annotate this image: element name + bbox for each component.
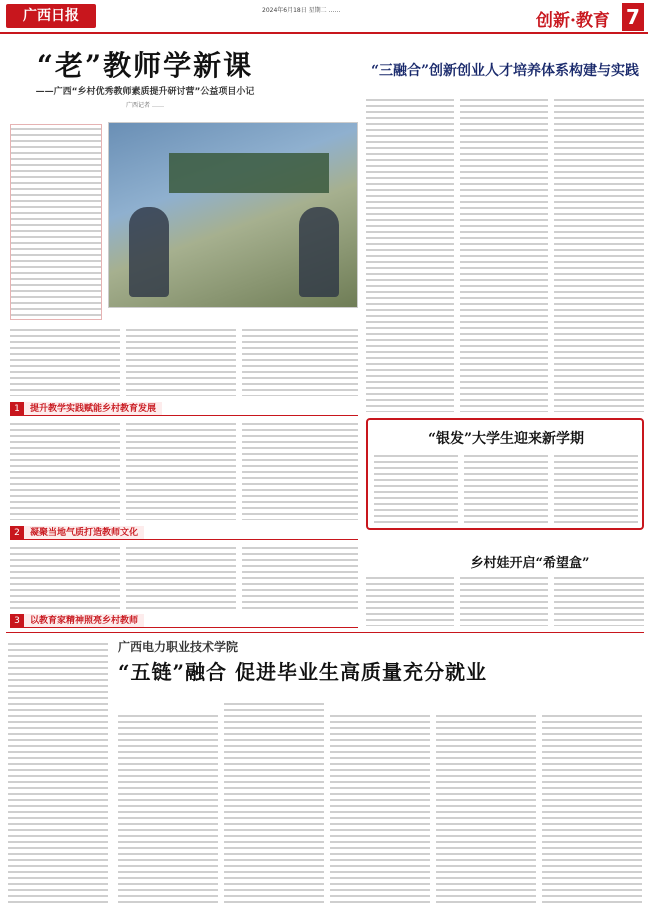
village-headline: 乡村娃开启“希望盒” [470, 556, 590, 571]
main-headline: “老”教师学新课 [36, 49, 254, 82]
body-column [464, 452, 548, 524]
body-column [460, 574, 548, 626]
masthead-meta: 2024年6月18日 星期二 …… [262, 7, 341, 14]
person-shape [299, 207, 339, 297]
body-column [554, 452, 638, 524]
page-number: 7 [622, 3, 644, 31]
body-column [126, 544, 236, 610]
section-number: 1 [10, 402, 24, 416]
body-column [10, 420, 120, 520]
body-column [10, 544, 120, 610]
body-column [118, 712, 218, 906]
body-column [242, 544, 358, 610]
intro-box [10, 124, 102, 320]
right-headline: “三融合”创新创业人才培养体系构建与实践 [370, 63, 640, 79]
blackboard-shape [169, 153, 329, 193]
body-column [242, 420, 358, 520]
body-column [366, 574, 454, 626]
main-subtitle: ——广西“乡村优秀教师素质提升研讨营”公益项目小记 [35, 87, 255, 97]
body-column [554, 574, 644, 626]
section-heading: 2 凝聚当地气质打造教师文化 [10, 526, 358, 540]
body-column [242, 326, 358, 396]
body-column [460, 96, 548, 412]
body-column [554, 96, 644, 412]
main-byline: 广西记者 …… [126, 102, 164, 109]
body-column [126, 420, 236, 520]
body-column [374, 452, 458, 524]
body-column [126, 326, 236, 396]
body-column [8, 640, 108, 906]
divider [6, 632, 644, 633]
section-heading: 3 以教育家精神照亮乡村教师 [10, 614, 358, 628]
person-shape [129, 207, 169, 297]
masthead [0, 0, 648, 34]
section-name: 创新·教育 [536, 11, 610, 31]
bottom-headline: “五链”融合 促进毕业生高质量充分就业 [118, 660, 487, 684]
body-column [542, 712, 642, 906]
bottom-kicker: 广西电力职业技术学院 [118, 640, 239, 654]
section-number: 2 [10, 526, 24, 540]
body-column [10, 326, 120, 396]
newspaper-logo: 广西日报 [6, 4, 96, 28]
section-heading: 1 提升教学实践赋能乡村教育发展 [10, 402, 358, 416]
silver-headline: “银发”大学生迎来新学期 [427, 431, 585, 447]
body-column [224, 700, 324, 906]
body-column [330, 712, 430, 906]
body-column [366, 96, 454, 412]
main-photo [108, 122, 358, 308]
body-column [436, 712, 536, 906]
section-number: 3 [10, 614, 24, 628]
